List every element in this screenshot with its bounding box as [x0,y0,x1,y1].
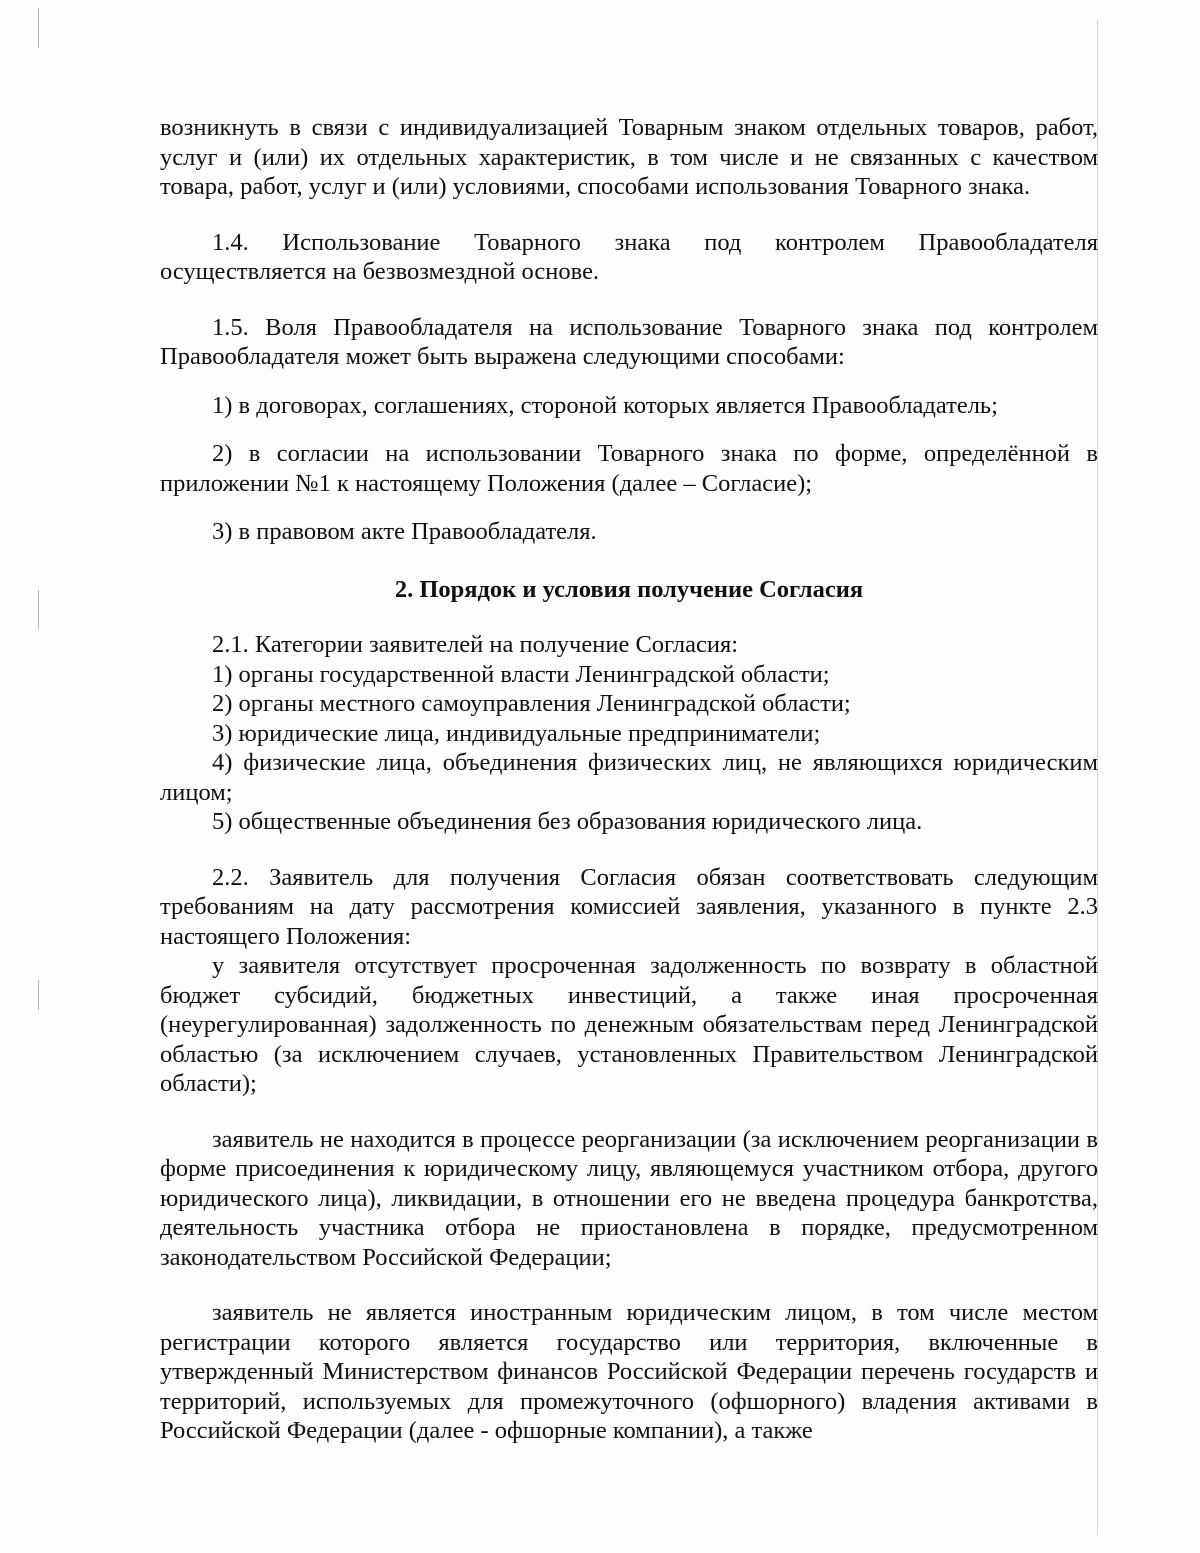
scan-edge-line-left [38,8,39,48]
list-item-2: 2) в согласии на использовании Товарного знака по форме, определённой в приложении №1 к настоящему Положения (далее – Согласие); [160,440,1098,497]
category-item: 2) органы местного самоуправления Ленинградской области; [212,690,851,717]
paragraph-2-2: 2.2. Заявитель для получения Согласия обязан соответствовать следующим требованиям на дату рассмотрения комиссией заявления, указанного в пункте 2.3 настоящего Положения: [160,863,1098,950]
category-item: 1) органы государственной власти Ленинградской области; [212,660,830,688]
paragraph-continuation: возникнуть в связи с индивидуализацией Товарным знаком отдельных товаров, работ, услуг и (или) их отдельных характеристик, в том числе и не связанных с качеством товара, работ, услуг и (или) условиями, способами использования Товарного знака. [160,114,1098,200]
scan-edge-line-left [38,980,39,1010]
document-body [160,113,1098,1446]
requirement-paragraph: заявитель не является иностранным юридическим лицом, в том числе местом регистрации которого является государство или территория, включенные в утвержденный Министерством финансов Российской Федерации перечень государств и территорий, используемых для промежуточного (офшорного) владения активами в Российской Федерации (далее - офшорные компании), а также [160,1299,1098,1444]
list-item-1: 1) в договорах, соглашениях, стороной которых является Правообладатель; [212,391,998,419]
paragraph-1-4: 1.4. Использование Товарного знака под контролем Правообладателя осуществляется на безвозмездной основе. [160,228,1098,285]
category-item: 5) общественные объединения без образования юридического лица. [212,808,923,835]
scan-edge-line-left [38,590,39,630]
category-item: 4) физические лица, объединения физических лиц, не являющихся юридическим лицом; [160,749,1098,806]
section-heading: 2. Порядок и условия получение Согласия [394,575,864,603]
list-item-3: 3) в правовом акте Правообладателя. [212,518,597,545]
categories-intro: 2.1. Категории заявителей на получение Согласия: [212,631,739,658]
requirement-paragraph: заявитель не находится в процессе реорганизации (за исключением реорганизации в форме присоединения к юридическому лицу, являющемуся участником отбора, другого юридического лица), ликвидации, в отношении его не введена процедура банкротства, деятельность участника отбора не приостановлена в порядке, предусмотренном законодательством Российской Федерации; [160,1125,1098,1271]
paragraph-1-5: 1.5. Воля Правообладателя на использование Товарного знака под контролем Правообладателя может быть выражена следующими способами: [160,313,1098,370]
category-item: 3) юридические лица, индивидуальные предприниматели; [212,719,821,747]
requirement-paragraph: у заявителя отсутствует просроченная задолженность по возврату в областной бюджет субсидий, бюджетных инвестиций, а также иная просроченная (неурегулированная) задолженность по денежным обязательствам перед Ленинградской областью (за исключением случаев, установленных Правительством Ленинградской области); [160,952,1098,1097]
